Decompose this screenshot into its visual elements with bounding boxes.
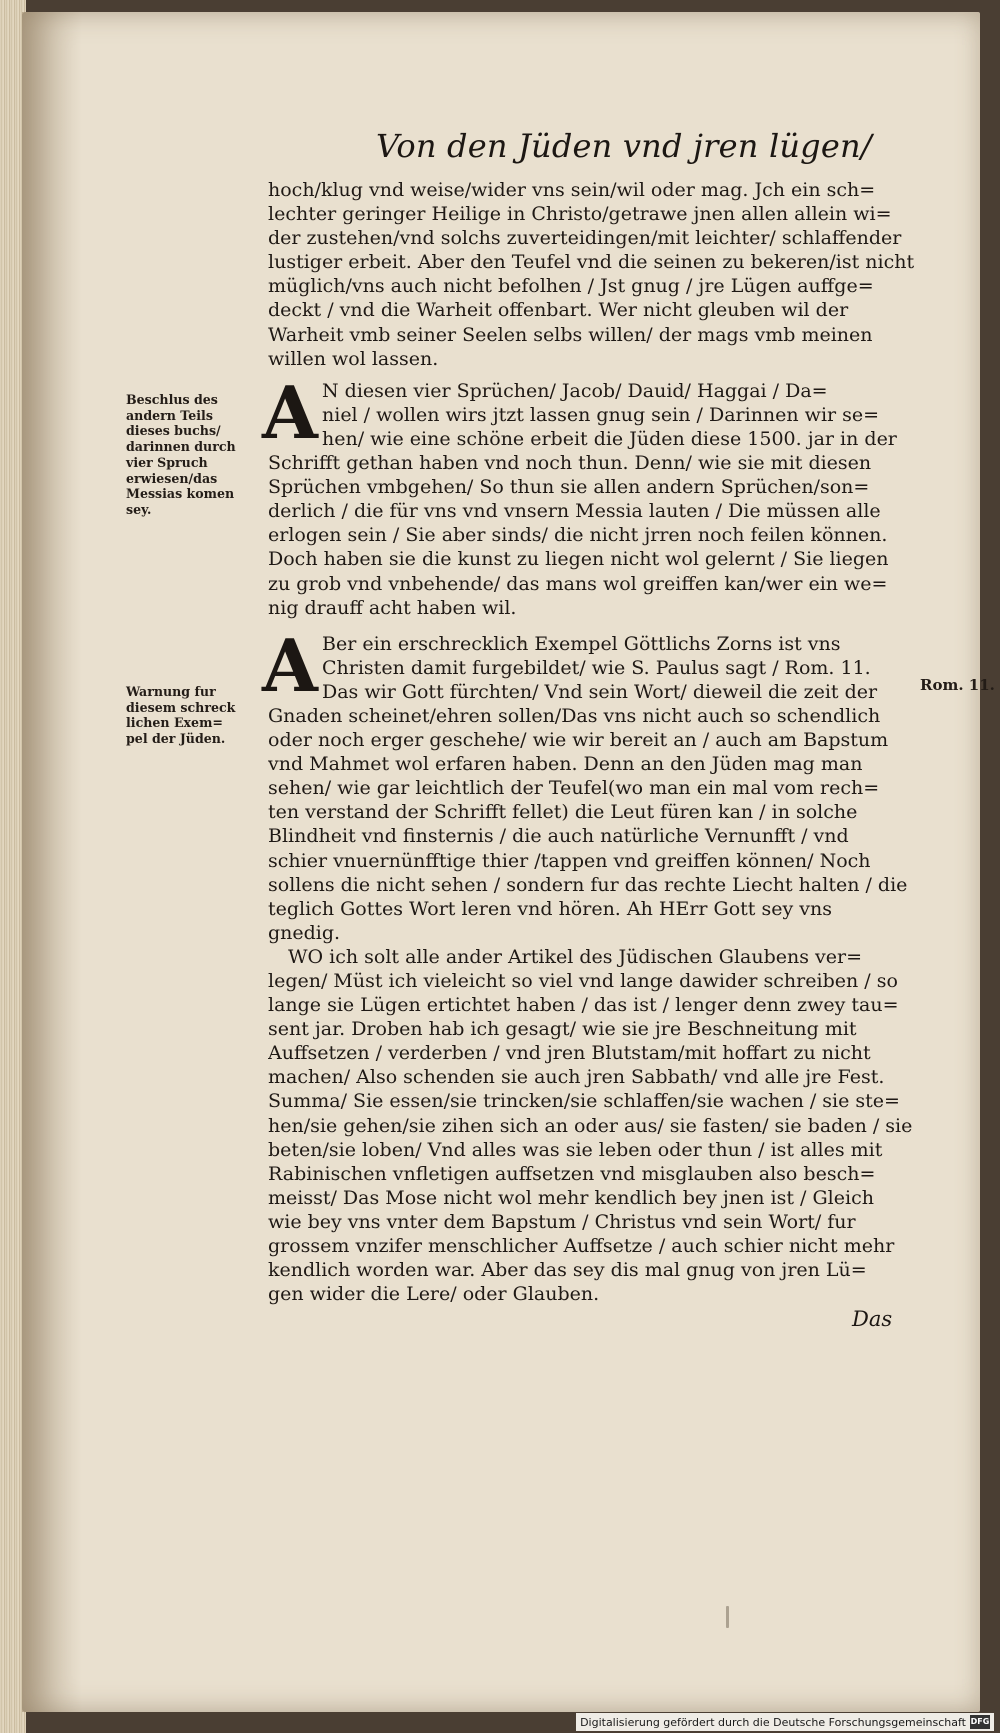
text-line: oder noch erger geschehe/ wie wir bereit an / auch am Bapstum	[268, 729, 889, 752]
side-note-line: diesem schreck	[126, 699, 236, 715]
text-line: N diesen vier Sprüchen/ Jacob/ Dauid/ Haggai / Da=	[322, 379, 828, 402]
text-line: der zustehen/vnd solchs zuverteidingen/mit leichter/ schlaffender	[268, 227, 902, 250]
text-line: derlich / die für vns vnd vnsern Messia lauten / Die müssen alle	[268, 500, 881, 523]
text-line: gnedig.	[268, 921, 341, 944]
text-line: WO ich solt alle ander Artikel des Jüdischen Glaubens ver=	[288, 945, 862, 968]
paragraph-3	[262, 622, 916, 945]
text-line: vnd Mahmet wol erfaren haben. Denn an den Jüden mag man	[268, 753, 863, 776]
text-line: sehen/ wie gar leichtlich der Teufel(wo man ein mal vom rech=	[268, 777, 880, 800]
text-line: müglich/vns auch nicht befolhen / Jst gnug / jre Lügen auffge=	[268, 275, 874, 298]
side-note-line: darinnen durch	[126, 439, 236, 455]
digitization-footer	[576, 1713, 994, 1731]
text-line: Gnaden scheinet/ehren sollen/Das vns nicht auch so schendlich	[268, 704, 881, 727]
text-line: lange sie Lügen ertichtet haben / das ist / lenger denn zwey tau=	[268, 994, 899, 1017]
text-line: nig drauff acht haben wil.	[268, 596, 517, 619]
text-line: lustiger erbeit. Aber den Teufel vnd die seinen zu bekeren/ist nicht	[268, 251, 915, 274]
text-line: schier vnuernünfftige thier /tappen vnd greiffen können/ Noch	[268, 849, 871, 872]
text-line: Rabinischen vnfletigen auffsetzen vnd misglauben also besch=	[268, 1162, 876, 1185]
text-line: lechter geringer Heilige in Christo/getrawe jnen allen allein wi=	[268, 203, 892, 226]
side-note-line: Warnung fur	[126, 684, 216, 699]
side-note-line: dieses buchs/	[126, 423, 221, 439]
paper-mark	[726, 1606, 729, 1628]
text-line: hen/sie gehen/sie zihen sich an oder aus/ sie fasten/ sie baden / sie	[268, 1114, 913, 1137]
side-note-conclusion	[126, 392, 254, 518]
side-note-line: Beschlus des	[126, 392, 218, 407]
text-line: erlogen sein / Sie aber sinds/ die nicht jrren noch feilen können.	[268, 524, 888, 547]
gutter-shadow	[22, 12, 82, 1712]
text-line: hen/ wie eine schöne erbeit die Jüden diese 1500. jar in der	[322, 427, 897, 450]
text-line: willen wol lassen.	[268, 347, 439, 370]
side-note-line: lichen Exem=	[126, 715, 223, 731]
drop-cap-initial: A	[262, 369, 318, 455]
text-line: deckt / vnd die Warheit offenbart. Wer nicht gleuben wil der	[268, 299, 849, 322]
text-line: Summa/ Sie essen/sie trincken/sie schlaffen/sie wachen / sie ste=	[268, 1090, 900, 1113]
paper-mark	[520, 640, 524, 644]
text-line: Auffsetzen / verderben / vnd jren Blutstam/mit hoffart zu nicht	[268, 1042, 871, 1065]
text-line: gen wider die Lere/ oder Glauben.	[268, 1283, 600, 1306]
text-line: Das wir Gott fürchten/ Vnd sein Wort/ dieweil die zeit der	[322, 680, 878, 703]
text-line: niel / wollen wirs jtzt lassen gnug sein / Darinnen wir se=	[322, 403, 880, 426]
side-note-line: andern Teils	[126, 407, 213, 423]
side-note-line: erwiesen/das	[126, 470, 218, 486]
text-line: meisst/ Das Mose nicht wol mehr kendlich bey jnen ist / Gleich	[268, 1186, 874, 1209]
text-line: wie bey vns vnter dem Bapstum / Christus vnd sein Wort/ fur	[268, 1210, 856, 1233]
paragraph-2	[262, 369, 916, 620]
text-line: beten/sie loben/ Vnd alles was sie leben oder thun / ist alles mit	[268, 1138, 883, 1161]
text-line: zu grob vnd vnbehende/ das mans wol greiffen kan/wer ein we=	[268, 572, 888, 595]
running-head: Von den Jüden vnd jren lügen/	[376, 127, 872, 165]
text-line: machen/ Also schenden sie auch jren Sabbath/ vnd alle jre Fest.	[268, 1066, 885, 1089]
catchword: Das	[852, 1307, 893, 1331]
text-line: hoch/klug vnd weise/wider vns sein/wil oder mag. Jch ein sch=	[268, 179, 876, 201]
paragraph-1	[268, 178, 916, 371]
text-line: Schrifft gethan haben vnd noch thun. Denn/ wie sie mit diesen	[268, 452, 872, 475]
side-note-line: vier Spruch	[126, 454, 208, 470]
text-line: Doch haben sie die kunst zu liegen nicht wol gelernt / Sie liegen	[268, 548, 889, 571]
text-line: Warheit vmb seiner Seelen selbs willen/ der mags vmb meinen	[268, 323, 873, 346]
side-note-warning	[126, 684, 254, 747]
text-line: Christen damit furgebildet/ wie S. Paulus sagt / Rom. 11.	[322, 656, 871, 679]
margin-reference: Rom. 11.	[920, 676, 995, 694]
text-line: teglich Gottes Wort leren vnd hören. Ah HErr Gott sey vns	[268, 897, 832, 920]
side-note-line: sey.	[126, 501, 152, 517]
main-text-block	[262, 178, 916, 1306]
text-line: Sprüchen vmbgehen/ So thun sie allen andern Sprüchen/son=	[268, 476, 870, 499]
side-note-line: pel der Jüden.	[126, 731, 226, 747]
text-line: legen/ Müst ich vieleicht so viel vnd lange dawider schreiben / so	[268, 970, 898, 992]
drop-cap-initial: A	[262, 622, 318, 708]
text-line: Ber ein erschrecklich Exempel Göttlichs Zorns ist vns	[322, 632, 841, 655]
side-note-line: Messias komen	[126, 486, 235, 502]
text-line: grossem vnzifer menschlicher Auffsetze / auch schier nicht mehr	[268, 1235, 895, 1258]
paragraph-4	[268, 945, 916, 1306]
dfg-logo-icon: DFG	[970, 1715, 990, 1729]
text-line: sollens die nicht sehen / sondern fur das rechte Liecht halten / die	[268, 873, 908, 896]
text-line: ten verstand der Schrifft fellet) die Leut füren kan / in solche	[268, 801, 858, 824]
text-line: Blindheit vnd finsternis / die auch natürliche Vernunfft / vnd	[268, 825, 849, 848]
text-line: kendlich worden war. Aber das sey dis mal gnug von jren Lü=	[268, 1259, 867, 1282]
footer-credit: Digitalisierung gefördert durch die Deutsche Forschungsgemeinschaft	[580, 1715, 966, 1729]
text-line: sent jar. Droben hab ich gesagt/ wie sie jre Beschneitung mit	[268, 1018, 857, 1041]
